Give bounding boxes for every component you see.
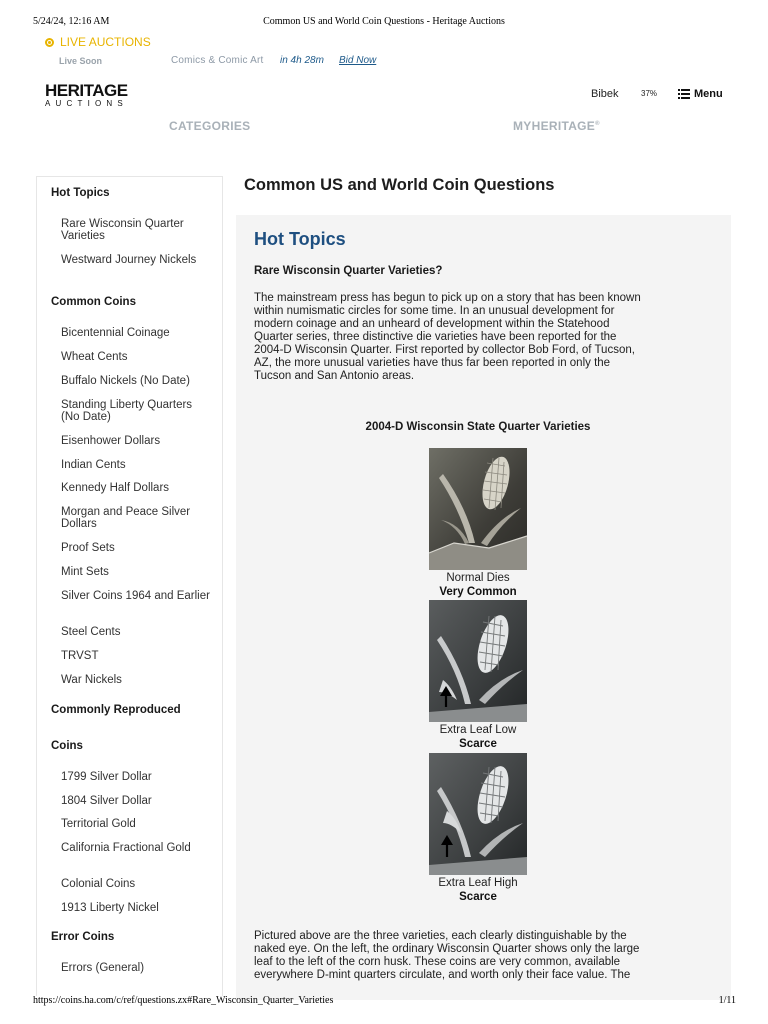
sidebar-item[interactable]: California Fractional Gold [61,842,191,854]
figure-caption: Extra Leaf High [438,877,518,889]
sidebar-item[interactable]: Buffalo Nickels (No Date) [61,375,190,387]
live-auctions-label: LIVE AUCTIONS [60,35,151,49]
logo-line1: HERITAGE [45,81,128,100]
sidebar-item[interactable]: Standing Liberty Quarters (No Date) [61,399,193,423]
paragraph-line: modern coinage and an unheard of development within the Statehood [254,318,610,330]
live-auctions-link[interactable] [45,35,151,49]
user-name-link[interactable]: Bibek [591,88,619,100]
figure-caption: Normal Dies [446,572,510,584]
sidebar-item[interactable]: Eisenhower Dollars [61,435,161,447]
paragraph-line: everywhere D-mint quarters circulate, and worth only their face value. The [254,969,631,981]
coin-image-normal-dies [429,448,527,570]
sidebar-head-commonly-reproduced[interactable]: Commonly Reproduced [51,704,181,716]
figure-title: 2004-D Wisconsin State Quarter Varieties [365,421,591,433]
page-title: Common US and World Coin Questions [244,176,555,194]
print-page-number: 1/11 [718,995,736,1006]
section-heading: Hot Topics [254,229,346,249]
coin-image-extra-leaf-low [429,600,527,722]
paragraph-line: Pictured above are the three varieties, each clearly distinguishable by the [254,930,627,942]
paragraph-line: within numismatic circles for some time. In an unusual development for [254,305,615,317]
paragraph-line: Tucson and San Antonio areas. [254,370,415,382]
menu-label: Menu [694,88,723,100]
menu-list-icon [678,89,690,99]
sidebar-item[interactable]: Silver Coins 1964 and Earlier [61,590,210,602]
auction-name-link[interactable]: Comics & Comic Art [171,55,264,66]
question-heading: Rare Wisconsin Quarter Varieties? [254,265,443,277]
menu-button[interactable] [678,88,723,100]
sidebar-item[interactable]: 1913 Liberty Nickel [61,902,159,914]
heritage-logo[interactable] [45,82,145,109]
live-soon-label: Live Soon [59,56,103,66]
logo-line2: AUCTIONS [45,99,128,108]
print-title: Common US and World Coin Questions - Heritage Auctions [263,16,505,27]
sidebar-item[interactable]: Wheat Cents [61,351,128,363]
sidebar-item[interactable]: War Nickels [61,674,122,686]
sidebar-item[interactable]: Indian Cents [61,459,126,471]
user-percent: 37% [641,89,658,98]
coin-image-extra-leaf-high [429,753,527,875]
figure-caption: Extra Leaf Low [439,724,517,736]
paragraph-line: naked eye. On the left, the ordinary Wisconsin Quarter shows only the large [254,943,640,955]
sidebar-item[interactable]: Colonial Coins [61,878,136,890]
sidebar-item[interactable]: Territorial Gold [61,818,136,830]
registered-mark: ® [595,121,600,127]
sidebar-item[interactable]: Westward Journey Nickels [61,254,197,266]
figure-rarity: Scarce [459,738,497,750]
figure-rarity: Very Common [439,586,517,598]
nav-myheritage[interactable] [513,119,600,133]
paragraph-line: Quarter series, three distinctive die varieties have been reported for the [254,331,617,343]
sidebar-item[interactable]: Steel Cents [61,626,121,638]
sidebar-head-error-coins[interactable]: Error Coins [51,931,115,943]
paragraph-line: leaf to the left of the corn husk. These coins are very common, available [254,956,621,968]
sidebar-head-hot-topics[interactable]: Hot Topics [51,187,110,199]
sidebar-item[interactable]: 1804 Silver Dollar [61,795,152,807]
sidebar-head-coins[interactable]: Coins [51,740,83,752]
sidebar-item[interactable]: Proof Sets [61,542,115,554]
paragraph-line: 2004-D Wisconsin Quarter. First reported by collector Bob Ford, of Tucson, [254,344,635,356]
sidebar-item[interactable]: Bicentennial Coinage [61,327,170,339]
sidebar-item[interactable]: Errors (General) [61,962,145,974]
live-indicator-icon [45,38,54,47]
sidebar-item[interactable]: TRVST [61,650,99,662]
auction-timer: in 4h 28m [280,55,324,66]
bid-now-link[interactable]: Bid Now [339,55,377,66]
paragraph-line: The mainstream press has begun to pick up on a story that has been known [254,292,641,304]
print-url: https://coins.ha.com/c/ref/questions.zx#Rare_Wisconsin_Quarter_Varieties [33,995,334,1006]
paragraph-line: AZ, the more unusual varieties have thus far been reported in only the [254,357,611,369]
figure-rarity: Scarce [459,891,497,903]
sidebar-item[interactable]: Kennedy Half Dollars [61,482,170,494]
sidebar-item[interactable]: Rare Wisconsin Quarter Varieties [61,218,184,242]
sidebar-head-common-coins[interactable]: Common Coins [51,296,136,308]
nav-myheritage-label: MYHERITAGE [513,119,596,133]
sidebar-item[interactable]: 1799 Silver Dollar [61,771,152,783]
print-datetime: 5/24/24, 12:16 AM [33,16,110,27]
nav-categories[interactable]: CATEGORIES [169,119,251,133]
sidebar-item[interactable]: Mint Sets [61,566,109,578]
sidebar-item[interactable]: Morgan and Peace Silver Dollars [61,506,191,530]
